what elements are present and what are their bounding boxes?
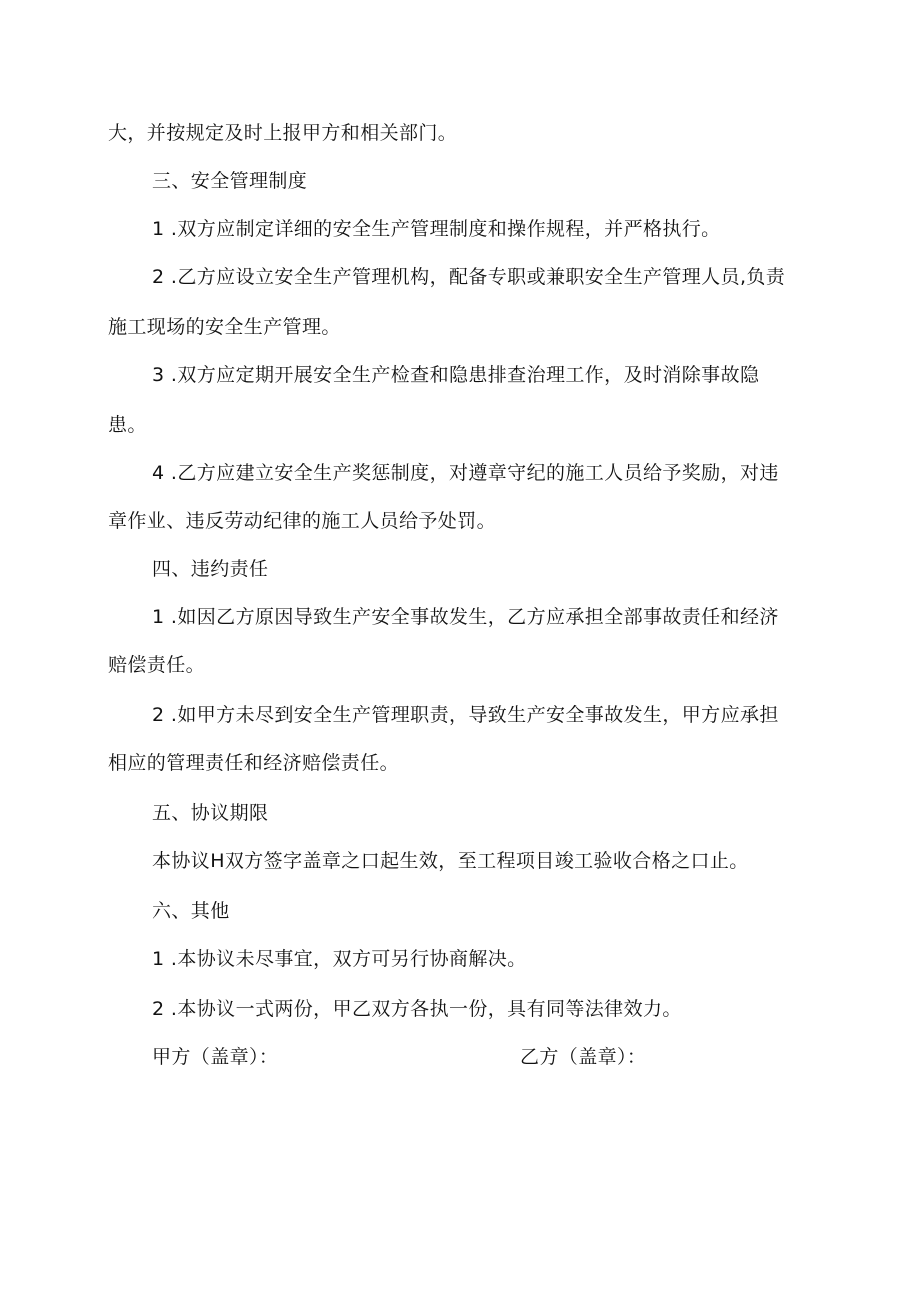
clause-6-1: 1 .本协议未尽事宜，双方可另行协商解决。 (152, 948, 527, 970)
section-heading-liability: 四、违约责任 (152, 558, 269, 580)
paragraph-continuation: 大，并按规定及时上报甲方和相关部门。 (108, 122, 458, 144)
section-heading-term: 五、协议期限 (152, 802, 269, 824)
section-heading-other: 六、其他 (152, 900, 230, 922)
party-b-signature-label: 乙方（盖章）： (520, 1046, 647, 1068)
clause-3-3-continued: 患。 (108, 414, 147, 436)
clause-4-2: 2 .如甲方未尽到安全生产管理职责，导致生产安全事故发生，甲方应承担 (152, 704, 779, 726)
term-clause: 本协议H双方签字盖章之口起生效，至工程项目竣工验收合格之口止。 (152, 850, 749, 872)
clause-4-1: 1 .如因乙方原因导致生产安全事故发生，乙方应承担全部事故责任和经济 (152, 606, 779, 628)
clause-3-3: 3 .双方应定期开展安全生产检查和隐患排查治理工作，及时消除事故隐 (152, 364, 760, 386)
clause-3-1: 1 .双方应制定详细的安全生产管理制度和操作规程，并严格执行。 (152, 218, 721, 240)
clause-4-1-continued: 赔偿责任。 (108, 654, 206, 676)
clause-6-2: 2 .本协议一式两份，甲乙双方各执一份，具有同等法律效力。 (152, 998, 682, 1020)
clause-3-4: 4 .乙方应建立安全生产奖惩制度，对遵章守纪的施工人员给予奖励，对违 (152, 462, 779, 484)
party-a-signature-label: 甲方（盖章）： (152, 1046, 279, 1068)
clause-3-2: 2 .乙方应设立安全生产管理机构，配备专职或兼职安全生产管理人员,负责 (152, 266, 786, 288)
section-heading-safety-management: 三、安全管理制度 (152, 170, 308, 192)
clause-3-4-continued: 章作业、违反劳动纪律的施工人员给予处罚。 (108, 510, 497, 532)
clause-4-2-continued: 相应的管理责任和经济赔偿责任。 (108, 752, 400, 774)
clause-3-2-continued: 施工现场的安全生产管理。 (108, 316, 341, 338)
